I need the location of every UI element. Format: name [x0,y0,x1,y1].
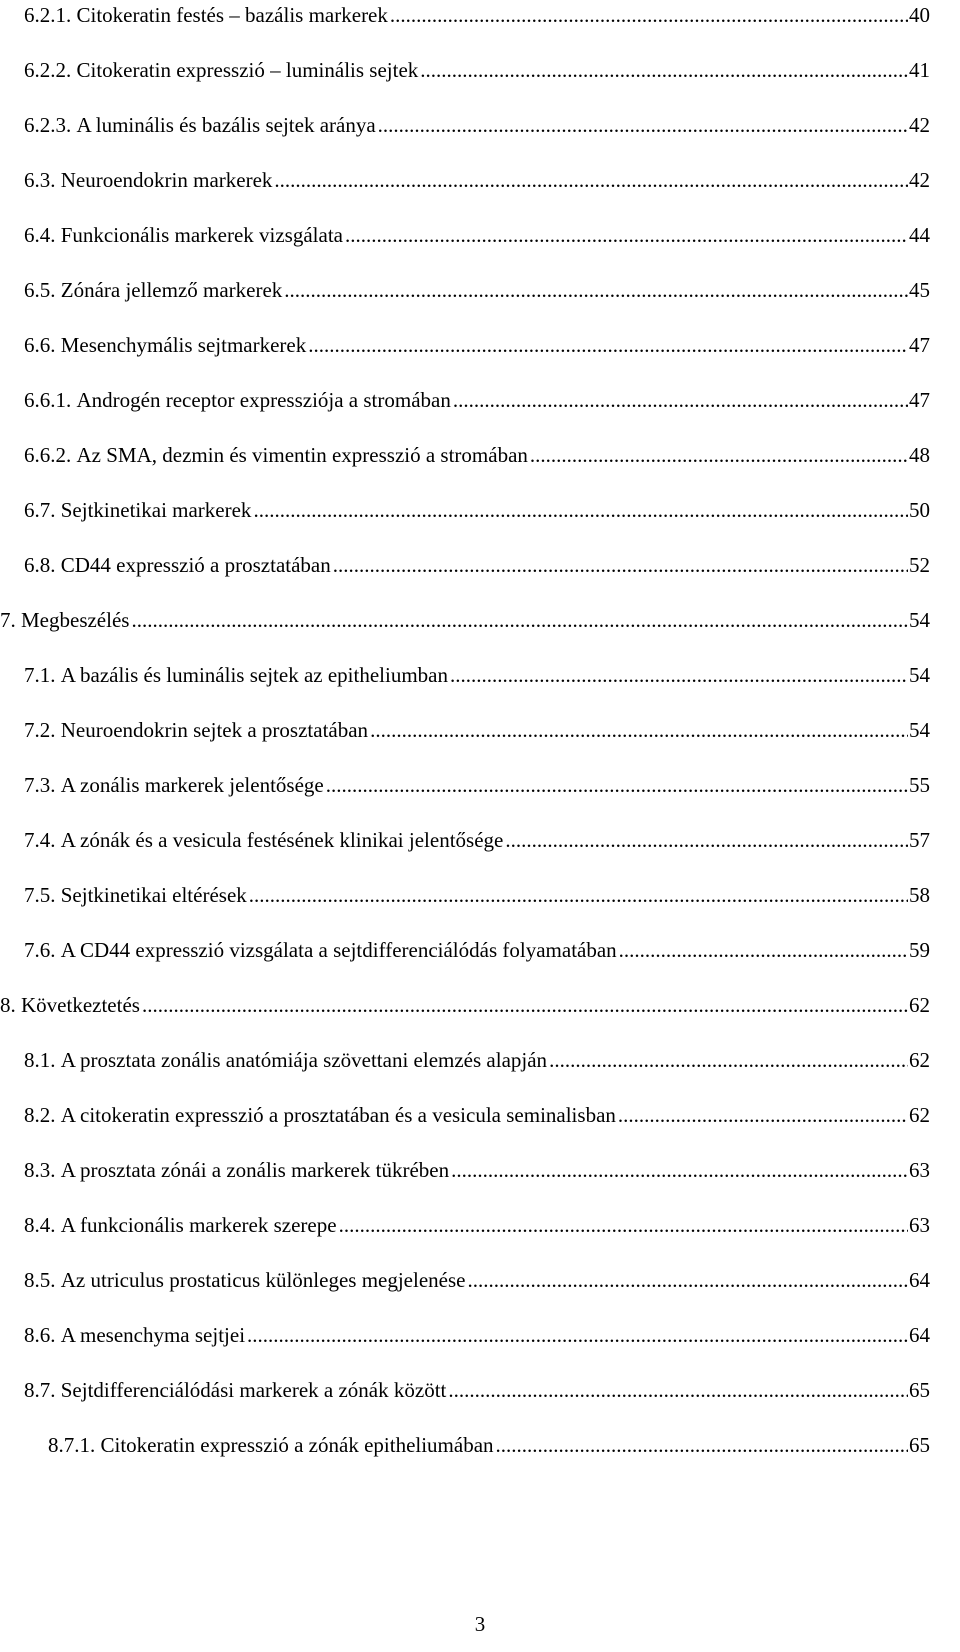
toc-entry-number: 6.7. [24,498,56,522]
toc-entry-page: 57 [909,828,930,852]
toc-dot-leader [617,934,908,966]
toc-entry-number: 8. [0,993,16,1017]
toc-dot-leader [272,164,908,196]
toc-entry-number: 6.3. [24,168,56,192]
toc-entry-number: 6.2.2. [24,58,72,82]
toc-entry-title: Citokeratin expresszió – luminális sejtek [76,58,419,82]
toc-entry-page: 64 [909,1268,930,1292]
toc-entry-page: 55 [909,773,930,797]
toc-dot-leader [418,54,908,86]
toc-entry[interactable] [24,879,930,911]
toc-dot-leader [324,769,908,801]
toc-dot-leader [337,1209,908,1241]
toc-entry-page: 50 [909,498,930,522]
toc-dot-leader [251,494,908,526]
toc-entry-number: 6.2.3. [24,113,72,137]
toc-entry[interactable] [24,824,930,856]
toc-entry-title: A prosztata zonális anatómiája szövettani elemzés alapján [60,1048,548,1072]
toc-entry-number: 6.6.1. [24,388,72,412]
toc-entry[interactable] [24,0,930,31]
toc-dot-leader [388,0,908,31]
toc-entry-title: Zónára jellemző markerek [60,278,283,302]
toc-entry[interactable] [24,1264,930,1296]
toc-dot-leader [449,1154,908,1186]
toc-entry-page: 54 [909,663,930,687]
toc-entry-title: A CD44 expresszió vizsgálata a sejtdifferenciálódás folyamatában [60,938,617,962]
toc-entry-page: 40 [909,3,930,27]
toc-dot-leader [616,1099,908,1131]
toc-entry-title: Funkcionális markerek vizsgálata [60,223,343,247]
toc-entry-number: 6.6.2. [24,443,72,467]
toc-entry-number: 8.2. [24,1103,56,1127]
toc-entry-page: 58 [909,883,930,907]
toc-entry-title: A funkcionális markerek szerepe [60,1213,337,1237]
toc-entry-title: Következtetés [21,993,140,1017]
toc-entry-number: 8.7.1. [48,1433,96,1457]
toc-entry-number: 8.3. [24,1158,56,1182]
toc-entry-page: 41 [909,58,930,82]
toc-dot-leader [129,604,908,636]
toc-entry[interactable] [24,934,930,966]
toc-entry-page: 48 [909,443,930,467]
toc-entry-number: 8.4. [24,1213,56,1237]
toc-entry-title: Megbeszélés [21,608,130,632]
toc-entry-title: Citokeratin expresszió a zónák epitheliumában [100,1433,494,1457]
toc-entry-number: 7.4. [24,828,56,852]
toc-entry-number: 7. [0,608,16,632]
toc-entry[interactable] [24,1099,930,1131]
toc-entry-page: 62 [909,1048,930,1072]
toc-entry-title: A zónák és a vesicula festésének klinikai jelentősége [60,828,504,852]
toc-entry-page: 42 [909,113,930,137]
toc-dot-leader [547,1044,908,1076]
toc-entry-number: 7.1. [24,663,56,687]
toc-dot-leader [494,1429,908,1461]
toc-entry[interactable] [24,1044,930,1076]
toc-entry[interactable] [24,1209,930,1241]
toc-dot-leader [282,274,908,306]
toc-entry-page: 65 [909,1433,930,1457]
toc-entry-title: Androgén receptor expressziója a stromában [76,388,451,412]
toc-dot-leader [343,219,908,251]
toc-entry-title: Neuroendokrin sejtek a prosztatában [60,718,369,742]
toc-entry[interactable] [24,219,930,251]
toc-entry[interactable] [24,1154,930,1186]
toc-entry-title: A mesenchyma sejtjei [60,1323,246,1347]
toc-entry-page: 45 [909,278,930,302]
toc-entry[interactable] [24,494,930,526]
toc-dot-leader [245,1319,908,1351]
toc-entry-number: 8.5. [24,1268,56,1292]
toc-dot-leader [448,659,908,691]
page-number: 3 [474,1612,486,1636]
toc-dot-leader [465,1264,908,1296]
toc-entry-page: 64 [909,1323,930,1347]
toc-entry-page: 62 [909,1103,930,1127]
toc-entry-number: 8.1. [24,1048,56,1072]
toc-entry-page: 62 [909,993,930,1017]
toc-entry-number: 6.2.1. [24,3,72,27]
toc-entry-page: 52 [909,553,930,577]
toc-entry-title: A bazális és luminális sejtek az epitheliumban [60,663,448,687]
toc-entry-page: 63 [909,1213,930,1237]
toc-dot-leader [446,1374,908,1406]
toc-entry[interactable] [24,274,930,306]
toc-entry[interactable] [24,384,930,416]
toc-entry[interactable] [24,439,930,471]
toc-entry[interactable] [24,329,930,361]
toc-entry-number: 6.6. [24,333,56,357]
toc-entry-title: Az SMA, dezmin és vimentin expresszió a stromában [76,443,528,467]
toc-entry-page: 47 [909,388,930,412]
toc-entry-number: 6.4. [24,223,56,247]
toc-entry-title: A prosztata zónái a zonális markerek tükrében [60,1158,450,1182]
toc-entry-title: Neuroendokrin markerek [60,168,273,192]
toc-entry[interactable] [24,1374,930,1406]
toc-entry[interactable] [0,989,930,1021]
toc-entry-title: A zonális markerek jelentősége [60,773,324,797]
toc-entry-number: 7.5. [24,883,56,907]
toc-entry-title: Mesenchymális sejtmarkerek [60,333,307,357]
toc-dot-leader [503,824,908,856]
toc-entry[interactable] [24,109,930,141]
toc-entry-number: 7.2. [24,718,56,742]
toc-entry[interactable] [0,604,930,636]
toc-dot-leader [247,879,908,911]
toc-entry-title: Citokeratin festés – bazális markerek [76,3,388,27]
toc-entry[interactable] [24,1319,930,1351]
toc-dot-leader [331,549,908,581]
toc-entry-page: 54 [909,718,930,742]
toc-entry-page: 42 [909,168,930,192]
toc-entry-page: 59 [909,938,930,962]
toc-entry[interactable] [24,769,930,801]
toc-dot-leader [306,329,908,361]
toc-entry-page: 54 [909,608,930,632]
toc-entry-number: 8.7. [24,1378,56,1402]
toc-entry-number: 6.8. [24,553,56,577]
toc-entry[interactable] [24,54,930,86]
toc-entry-title: CD44 expresszió a prosztatában [60,553,331,577]
toc-entry[interactable] [24,164,930,196]
toc-dot-leader [451,384,908,416]
toc-entry-page: 65 [909,1378,930,1402]
toc-dot-leader [376,109,908,141]
toc-entry-page: 63 [909,1158,930,1182]
toc-entry-title: Sejtkinetikai eltérések [60,883,247,907]
toc-entry-title: A citokeratin expresszió a prosztatában és a vesicula seminalisban [60,1103,616,1127]
toc-dot-leader [528,439,908,471]
toc-entry-page: 47 [909,333,930,357]
toc-entry-title: Sejtdifferenciálódási markerek a zónák között [60,1378,447,1402]
toc-dot-leader [368,714,908,746]
toc-entry-number: 8.6. [24,1323,56,1347]
toc-entry-title: Az utriculus prostaticus különleges megjelenése [60,1268,466,1292]
toc-entry[interactable] [24,714,930,746]
toc-entry-title: Sejtkinetikai markerek [60,498,252,522]
toc-entry-number: 6.5. [24,278,56,302]
toc-entry-number: 7.3. [24,773,56,797]
toc-entry-title: A luminális és bazális sejtek aránya [76,113,376,137]
toc-entry-page: 44 [909,223,930,247]
toc-dot-leader [140,989,908,1021]
toc-entry[interactable] [24,549,930,581]
toc-entry-number: 7.6. [24,938,56,962]
toc-entry[interactable] [24,659,930,691]
toc-entry[interactable] [48,1429,930,1461]
